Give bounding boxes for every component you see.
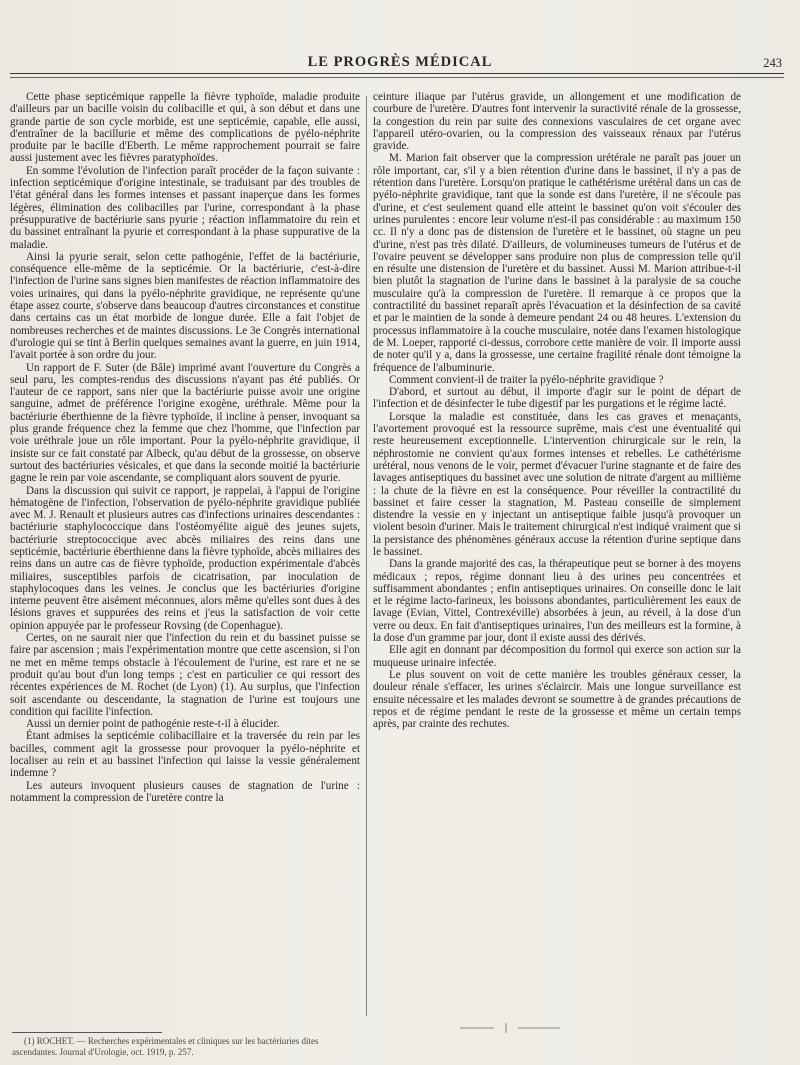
paragraph: ceinture iliaque par l'utérus gravide, un allongement et une modification de courbure de l'uretère. D'autres font intervenir la suractivité rénale de la grossesse, la congestion du rein par suite des connexions vasculaires de cet organe avec l'appareil utéro-ovarien, ou la compression des vaisseaux rénaux par l'utérus gravide. (373, 91, 741, 153)
paragraph: M. Marion fait observer que la compression urétérale ne paraît pas jouer un rôle important, car, s'il y a bien rétention d'urine dans le bassinet, il n'y a pas de rétention dans l'uretère. Lorsqu'on pratique le cathétérisme urétéral dans un cas de pyélo-néphrite gravidique, tant que la sonde est dans l'uretère, il ne s'écoule pas d'urine, et c'est seulement quand elle atteint le bassinet qu'on voit s'écouler des urines purulentes : encore leur volume n'est-il pas considérable : au maximum 150 cc. Il n'y a donc pas de distension de l'uretère et le bassinet, où stagne un peu d'urine, n'est pas très dilaté. D'ailleurs, de volumineuses tumeurs de l'utérus et de l'ovaire peuvent se développer sans produire non plus de compression telle qu'il en résulte une distension de l'uretère et du bassinet. Aussi M. Marion attribue-t-il bien plutôt la stagnation de l'urine dans le bassinet à la paralysie de sa couche musculaire qu'à la compression de l'uretère. Il remarque à ce propos que la contractilité du bassinet reparaît après l'évacuation et la désinfection de sa cavité et par le maintien de la sonde à demeure pendant 24 ou 48 heures. L'extension du processus inflammatoire à la couche musculaire, notée dans l'examen histologique de M. Loeper, rapporté ci-dessus, corrobore cette manière de voir. Il importe aussi de noter qu'il y a, dans la grossesse, une certaine fragilité rénale dont témoigne la fréquence de l'albuminurie. (373, 152, 741, 374)
left-column (10, 91, 360, 804)
paragraph: Cette phase septicémique rappelle la fièvre typhoïde, maladie produite d'ailleurs par un bacille voisin du colibacille et qui, à son début et dans une grande partie de son cycle morbide, est une septicémie, capable, elle aussi, d'entraîner de la bacillurie et même des complications de pyélo-néphrite produite par le bacille d'Eberth. Le même rapprochement pourrait se faire aussi justement avec les fièvres paratyphoïdes. (10, 91, 360, 165)
footnote-rule (12, 1032, 162, 1033)
header-rule-thin (10, 77, 784, 78)
paragraph: Aussi un dernier point de pathogénie reste-t-il à élucider. (26, 718, 280, 731)
paragraph: Comment convient-il de traiter la pyélo-néphrite gravidique ? (389, 373, 664, 386)
header-rule (10, 73, 784, 74)
paragraph: Les auteurs invoquent plusieurs causes de stagnation de l'urine : notamment la compression de l'uretère contre la (10, 779, 360, 804)
running-title: LE PROGRÈS MÉDICAL (307, 54, 493, 70)
paragraph: Étant admises la septicémie colibacillaire et la traversée du rein par les bacilles, comment agit la grossesse pour provoquer la pyélo-néphrite et localiser au rein et au bassinet l'infection qui laisse la vessie généralement indemne ? (10, 730, 360, 780)
paragraph: D'abord, et surtout au début, il importe d'agir sur le point de départ de l'infection et de désinfecter le tube digestif par les purgations et le régime lacté. (373, 386, 741, 411)
paragraph: Dans la grande majorité des cas, la thérapeutique peut se borner à des moyens médicaux ; repos, régime donnant lieu à des urines peu concentrées et suffisamment abondantes ; enfin antiseptiques urinaires. On conseille donc le lait et le régime lacto-farineux, les boissons abondantes, particulièrement les eaux de lavage (Evian, Vittel, Contrexéville) absorbées à jeun, au réveil, à la dose d'un verre ou deux. En fait d'antiseptiques urinaires, l'un des meilleurs est la formine, à la dose d'un gramme par jour, dont il existe aussi des dérivés. (373, 558, 741, 645)
paragraph: Elle agit en donnant par décomposition du formol qui exerce son action sur la muqueuse urinaire infectée. (373, 644, 741, 669)
paragraph: Dans la discussion qui suivit ce rapport, je rappelai, à l'appui de l'origine hématogène de l'infection, l'observation de pyélo-néphrite gravidique publiée avec M. J. Renault et plusieurs autres cas d'infections urinaires descendantes : bactériurie staphylococcique dans l'ostéomyélite aiguë des jeunes sujets, bactériurie streptococcique avec abcès miliaires des reins dans une septicémie, bactériurie éberthienne dans la fièvre typhoïde, abcès miliaires des reins dans un autre cas de fièvre typhoïde, production expérimentale d'abcès miliaires, susceptibles parfois de cicatrisation, par inoculation de staphylocoques dans les veines. Je conclus que les bactériuries d'origine interne peuvent être aisément méconnues, alors même qu'elles sont dues à des lésions graves et suppurées des reins et j'eus la satisfaction de voir cette opinion appuyée par le professeur Rovsing (de Copenhague). (10, 484, 360, 632)
footnote (12, 1036, 362, 1057)
footnote-text: (1) ROCHET. — Recherches expérimentales et cliniques sur les bactériuries dites ascendantes. Journal d'Urologie, oct. 1919, p. 257. (12, 1036, 319, 1057)
page-number: 243 (763, 56, 782, 70)
decorative-mark (460, 1022, 560, 1034)
paragraph: Le plus souvent on voit de cette manière les troubles généraux cesser, la douleur rénale s'effacer, les urines s'éclaircir. Mais une longue surveillance est ensuite nécessaire et les malades devront se soumettre à de grandes précautions de repos et de régime pendant le reste de la grossesse et même un certain temps après, par crainte des rechutes. (373, 668, 741, 731)
paragraph: Certes, on ne saurait nier que l'infection du rein et du bassinet puisse se faire par ascension ; mais l'expérimentation montre que cette ascension, si l'on ne met en même temps obstacle à l'écoulement de l'urine, est rare et ne se produit qu'au bout d'un long temps ; c'est en particulier ce qui ressort des récentes expériences de M. Rochet (de Lyon) (1). Au surplus, que l'infection soit ascendante ou descendante, la stagnation de l'urine est toujours une condition qui facilite l'infection. (10, 632, 360, 718)
paragraph: Ainsi la pyurie serait, selon cette pathogénie, l'effet de la bactériurie, conséquence elle-même de la septicémie. Or la bactériurie, c'est-à-dire l'infection de l'urine sans signes bien manifestes de réaction inflammatoire des voies urinaires, qui dans la pyélo-néphrite gravidique, ne représente qu'une étape assez courte, s'observe dans beaucoup d'autres circonstances et constitue dans certains cas un état morbide de longue durée. Elle a fait l'objet de nombreuses recherches et de maintes discussions. Le 3e Congrès international d'urologie qui se tint à Berlin quelques semaines avant la guerre, en juin 1914, l'avait portée à son ordre du jour. (10, 250, 360, 362)
paragraph: En somme l'évolution de l'infection paraît procéder de la façon suivante : infection septicémique d'origine intestinale, se traduisant par des troubles de l'état général dans les formes intenses et passant inaperçue dans les formes légères, élimination des colibacilles par l'urine, correspondant à la phase présuppurative de bactériurie sans pyurie ; réaction inflammatoire du rein et du bassinet entraînant la pyurie et correspondant à la phase suppurative de la maladie. (10, 164, 360, 251)
right-column (373, 91, 741, 730)
paragraph: Un rapport de F. Suter (de Bâle) imprimé avant l'ouverture du Congrès a seul paru, les comptes-rendus des discussions n'ayant pas été publiés. Or l'auteur de ce rapport, sans nier que la bactériurie puisse avoir une origine sanguine, admet de préférence l'origine exogène, uréthrale. Même pour la bactériurie éberthienne de la fièvre typhoïde, il incline à penser, invoquant sa plus grande fréquence chez la femme que chez l'homme, que l'infection par voie uréthrale joue un rôle important. Pour la pyélo-néphrite gravidique, il insiste sur ce fait constaté par Albeck, qu'au début de la grossesse, on observe surtout des bactériuries vésicales, et que dans la seconde moitié la bactériurie gagne le rein par voie ascendante, se compliquant alors souvent de pyurie. (10, 361, 360, 485)
paragraph: Lorsque la maladie est constituée, dans les cas graves et menaçants, l'avortement provoqué est la ressource suprême, mais c'est une éventualité qui reste heureusement exceptionnelle. L'intervention chirurgicale sur le rein, la néphrostomie ne convient qu'aux formes intenses et rebelles. Le cathétérisme urétéral, nous venons de le voir, permet d'évacuer l'urine stagnante et de faire des lavages antiseptiques du bassinet avec une solution de nitrate d'argent au millième : la chute de la fièvre en est la conséquence. Pour réveiller la contractilité du bassinet et faire cesser la stagnation, M. Pasteau conseille de simplement distendre la vessie en y injectant un antiseptique faible jusqu'à provoquer un violent besoin d'uriner. Mais le traitement chirurgical n'est indiqué vraiment que si la persistance des phénomènes généraux accuse la rétention d'urine septique dans le bassinet. (373, 410, 741, 558)
column-divider (366, 96, 367, 1016)
